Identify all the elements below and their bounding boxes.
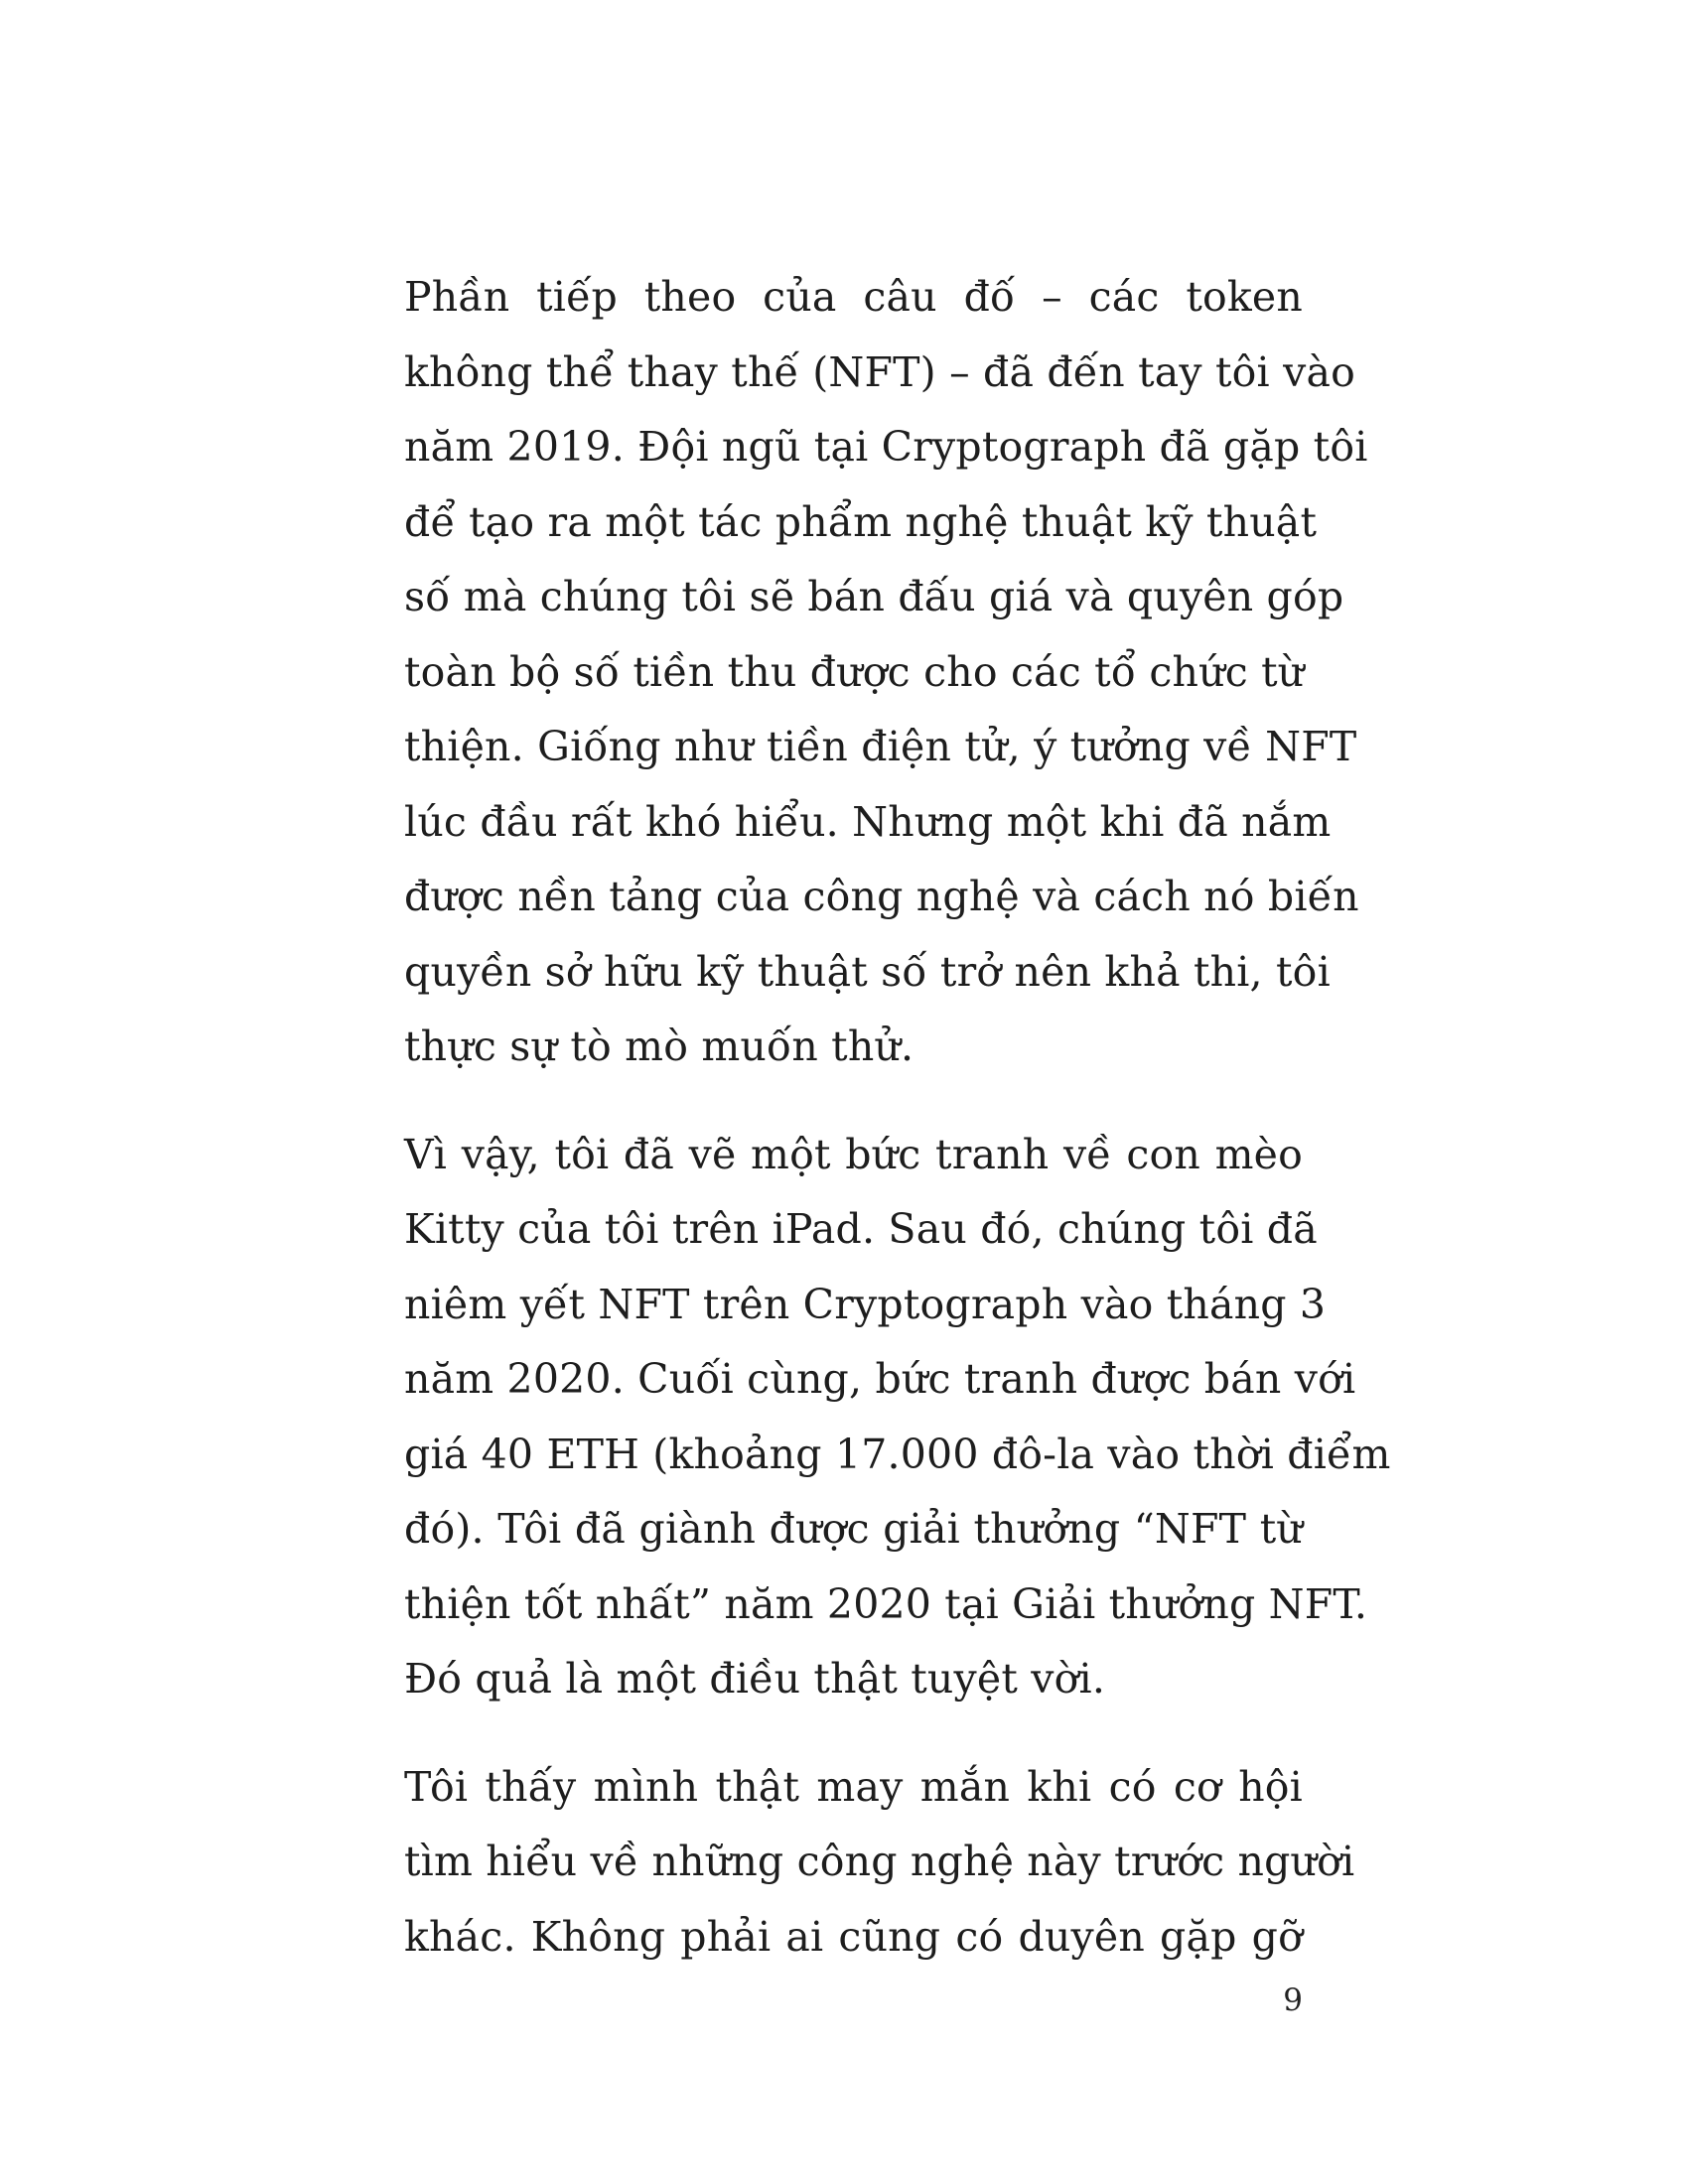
text-line: số mà chúng tôi sẽ bán đấu giá và quyên góp bbox=[404, 573, 1344, 620]
page-number: 9 bbox=[1283, 1982, 1303, 2018]
text-line: năm 2020. Cuối cùng, bức tranh được bán với bbox=[404, 1355, 1356, 1403]
text-line: giá 40 ETH (khoảng 17.000 đô-la vào thời điểm bbox=[404, 1430, 1391, 1478]
text-line: Vì vậy, tôi đã vẽ một bức tranh về con mèo bbox=[404, 1130, 1303, 1178]
text-line: Kitty của tôi trên iPad. Sau đó, chúng tôi đã bbox=[404, 1205, 1318, 1253]
text-line: lúc đầu rất khó hiểu. Nhưng một khi đã nắm bbox=[404, 797, 1332, 846]
text-line: không thể thay thế (NFT) – đã đến tay tôi vào bbox=[404, 347, 1355, 396]
text-line: tìm hiểu về những công nghệ này trước người bbox=[404, 1838, 1355, 1885]
text-line: được nền tảng của công nghệ và cách nó biến bbox=[404, 873, 1359, 920]
text-line: để tạo ra một tác phẩm nghệ thuật kỹ thuật bbox=[404, 497, 1318, 546]
body-text bbox=[404, 260, 1391, 1975]
paragraph-2 bbox=[404, 1118, 1391, 1717]
paragraph-3 bbox=[404, 1750, 1355, 1976]
text-line: Tôi thấy mình thật may mắn khi có cơ hội bbox=[404, 1762, 1303, 1811]
text-line: toàn bộ số tiền thu được cho các tổ chức từ bbox=[404, 647, 1305, 696]
text-line: đó). Tôi đã giành được giải thưởng “NFT từ bbox=[404, 1505, 1303, 1553]
text-line: thiện. Giống như tiền điện tử, ý tưởng về NFT bbox=[404, 723, 1357, 770]
text-line: niêm yết NFT trên Cryptograph vào tháng 3 bbox=[404, 1280, 1327, 1328]
text-line: khác. Không phải ai cũng có duyên gặp gỡ bbox=[404, 1912, 1303, 1961]
text-line: Đó quả là một điều thật tuyệt vời. bbox=[404, 1655, 1106, 1703]
paragraph-1 bbox=[404, 260, 1368, 1085]
text-line: thiện tốt nhất” năm 2020 tại Giải thưởng NFT. bbox=[404, 1579, 1368, 1628]
text-line: năm 2019. Đội ngũ tại Cryptograph đã gặp tôi bbox=[404, 423, 1368, 471]
text-line: thực sự tò mò muốn thử. bbox=[404, 1023, 914, 1070]
text-line: quyền sở hữu kỹ thuật số trở nên khả thi, tôi bbox=[404, 947, 1331, 996]
text-line: Phần tiếp theo của câu đố – các token bbox=[404, 273, 1303, 321]
